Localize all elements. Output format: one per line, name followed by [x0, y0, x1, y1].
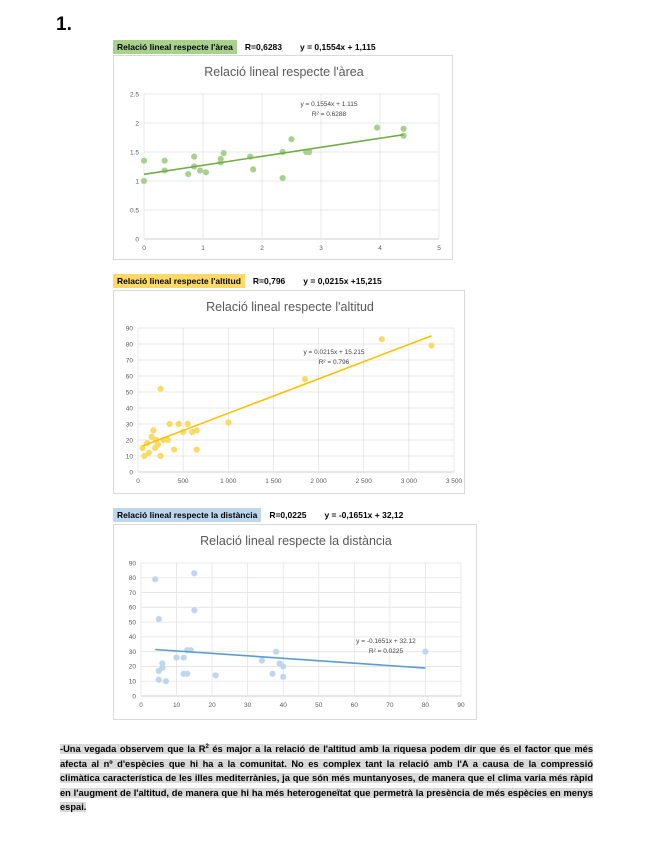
data-point	[401, 126, 407, 132]
data-point	[181, 654, 187, 660]
y-tick-label: 60	[128, 604, 136, 612]
x-tick-label: 60	[350, 702, 358, 709]
y-tick-label: 50	[128, 619, 136, 627]
chart-title: Relació lineal respecte la distància	[200, 534, 392, 548]
data-point	[163, 678, 169, 684]
x-tick-label: 40	[279, 702, 287, 709]
data-point	[191, 607, 197, 613]
data-point	[185, 171, 191, 177]
x-tick-label: 0	[139, 702, 143, 709]
data-point	[269, 671, 275, 677]
data-point	[250, 166, 256, 172]
conclusion-paragraph	[60, 740, 593, 815]
area-header-stat: R=0,6283	[244, 42, 283, 52]
paragraph-start: -Una vegada observem que la R	[60, 744, 206, 755]
y-tick-label: 40	[128, 634, 136, 642]
x-tick-label: 0	[136, 478, 140, 485]
x-tick-label: 0	[142, 245, 146, 252]
x-tick-label: 4	[378, 245, 382, 252]
y-tick-label: 10	[128, 678, 136, 686]
data-point	[156, 677, 162, 683]
y-tick-label: 30	[128, 648, 136, 656]
y-tick-label: 1.5	[129, 149, 139, 157]
data-point	[184, 671, 190, 677]
data-point	[141, 178, 147, 184]
data-point	[422, 649, 428, 655]
y-tick-label: 70	[128, 589, 136, 597]
data-point	[302, 376, 308, 382]
y-tick-label: 2.5	[129, 91, 139, 99]
data-point	[225, 419, 231, 425]
y-tick-label: 70	[125, 357, 133, 365]
area-header-label: Relació lineal respecte l'àrea	[113, 40, 237, 54]
x-tick-label: 3 000	[400, 478, 417, 485]
data-point	[150, 427, 156, 433]
y-tick-label: 80	[128, 575, 136, 583]
x-tick-label: 1 000	[220, 478, 237, 485]
data-point	[280, 175, 286, 181]
x-tick-label: 50	[315, 702, 323, 709]
data-point	[157, 453, 163, 459]
area-header-equation: y = 0,1554x + 1,115	[300, 42, 376, 52]
y-tick-label: 0	[129, 469, 133, 477]
data-point	[156, 616, 162, 622]
trendline-equation: y = -0.1651x + 32.12	[356, 638, 416, 645]
trendline-r2: R² = 0.6288	[311, 111, 347, 118]
distance-header-equation: y = -0,1651x + 32,12	[324, 510, 404, 520]
x-tick-label: 5	[437, 245, 441, 252]
data-point	[155, 442, 161, 448]
y-tick-label: 1	[135, 178, 139, 186]
y-tick-label: 0	[132, 693, 136, 701]
y-tick-label: 0	[135, 236, 139, 244]
data-point	[185, 421, 191, 427]
data-point	[176, 421, 182, 427]
y-tick-label: 90	[128, 560, 136, 568]
data-point	[167, 421, 173, 427]
x-tick-label: 1	[201, 245, 205, 252]
data-point	[191, 570, 197, 576]
data-point	[191, 154, 197, 160]
y-tick-label: 20	[128, 663, 136, 671]
x-tick-label: 10	[172, 702, 181, 709]
data-point	[280, 674, 286, 680]
trendline-r2: R² = 0.796	[318, 359, 350, 366]
x-tick-label: 500	[177, 478, 189, 485]
data-point	[374, 125, 380, 131]
distance-header-stat: R=0,0225	[269, 510, 307, 520]
area-header	[113, 40, 376, 54]
x-tick-label: 2 000	[310, 478, 327, 485]
x-tick-label: 1 500	[265, 478, 282, 485]
y-tick-label: 2	[135, 120, 139, 128]
y-tick-label: 0.5	[129, 207, 139, 215]
distance-chart	[113, 524, 477, 720]
data-point	[428, 343, 434, 349]
chart-title: Relació lineal respecte l'altitud	[206, 300, 374, 314]
y-tick-label: 50	[125, 389, 133, 397]
x-tick-label: 3 500	[445, 478, 463, 485]
y-tick-label: 80	[125, 341, 133, 349]
data-point	[171, 447, 177, 453]
data-point	[173, 654, 179, 660]
altitude-chart	[113, 290, 465, 494]
data-point	[273, 649, 279, 655]
data-point	[288, 136, 294, 142]
data-point	[157, 386, 163, 392]
data-point	[194, 447, 200, 453]
paragraph-rest: és major a la relació de l'altitud amb la riquesa podem dir que és el factor que més afecta al nº d'espècies que hi ha a la comunitat. No es complex tant la relació amb l'A a causa de la compressió climàtica característica de les illes mediterrànies, ja que són més muntanyoses, de manera que el clima varia més ràpid en l'augment de l'altitud, de manera que hi ha més heterogeneïtat que permetrà la presència de més espècies en menys espai.	[60, 744, 593, 813]
data-point	[141, 158, 147, 164]
data-point	[379, 336, 385, 342]
y-tick-label: 20	[125, 437, 133, 445]
trendline-equation: y = 0.1554x + 1.115	[300, 101, 358, 108]
x-tick-label: 2	[260, 245, 264, 252]
trendline-equation: y = 0.0215x + 15.215	[303, 349, 365, 356]
x-tick-label: 2 500	[355, 478, 372, 485]
y-tick-label: 90	[125, 325, 133, 333]
altitude-header-stat: R=0,796	[252, 276, 286, 286]
data-point	[221, 150, 227, 156]
data-point	[162, 158, 168, 164]
paragraph-superscript: 2	[205, 744, 209, 750]
trendline	[143, 336, 432, 446]
altitude-header	[113, 274, 382, 288]
trendline-r2: R² = 0.0225	[368, 648, 404, 655]
y-tick-label: 40	[125, 405, 133, 413]
x-tick-label: 30	[244, 702, 252, 709]
data-point	[146, 450, 152, 456]
x-tick-label: 3	[319, 245, 323, 252]
data-point	[194, 427, 200, 433]
x-tick-label: 70	[386, 702, 394, 709]
x-tick-label: 90	[457, 702, 465, 709]
data-point	[213, 672, 219, 678]
data-point	[280, 663, 286, 669]
data-point	[152, 576, 158, 582]
distance-header	[113, 508, 403, 522]
y-tick-label: 10	[125, 453, 133, 461]
data-point	[197, 167, 203, 173]
x-tick-label: 20	[208, 702, 216, 709]
altitude-header-label: Relació lineal respecte l'altitud	[113, 274, 245, 288]
data-point	[259, 657, 265, 663]
chart-title: Relació lineal respecte l'àrea	[204, 65, 364, 79]
altitude-header-equation: y = 0,0215x +15,215	[303, 276, 382, 286]
y-tick-label: 60	[125, 373, 133, 381]
area-chart	[113, 55, 453, 260]
data-point	[203, 169, 209, 175]
distance-header-label: Relació lineal respecte la distància	[113, 508, 261, 522]
y-tick-label: 30	[125, 421, 133, 429]
x-tick-label: 80	[421, 702, 430, 709]
question-number: 1.	[56, 14, 72, 35]
data-point	[159, 660, 165, 666]
trendline	[144, 135, 404, 175]
